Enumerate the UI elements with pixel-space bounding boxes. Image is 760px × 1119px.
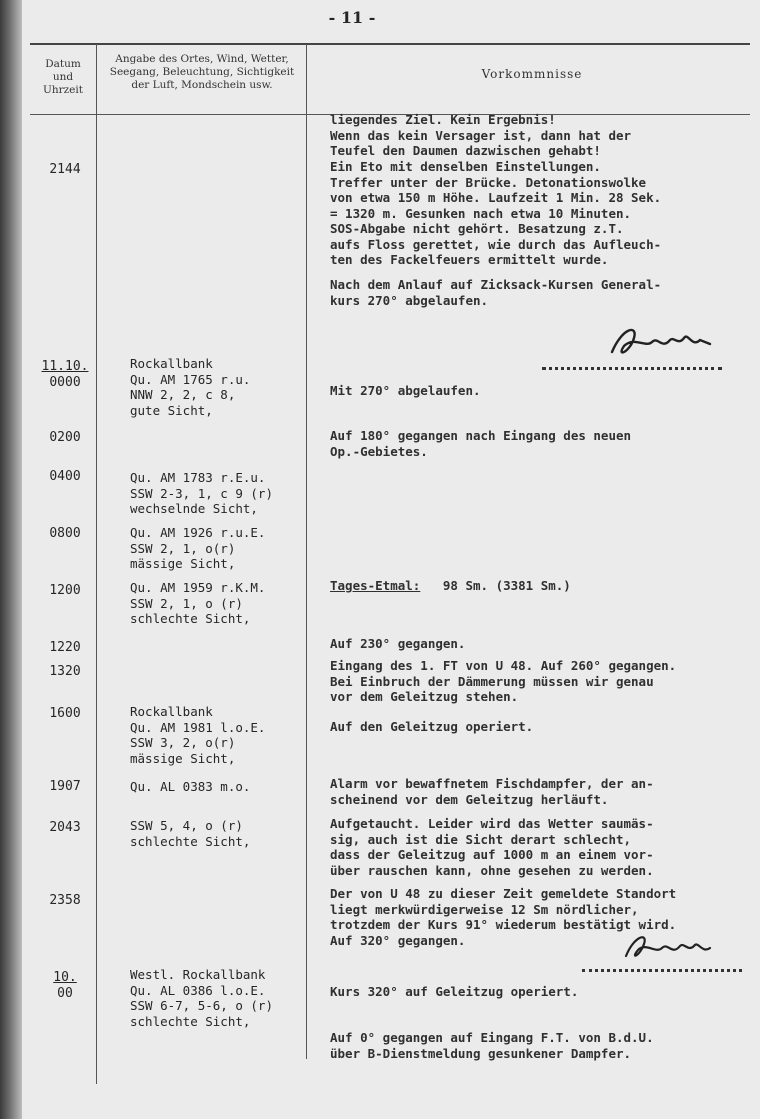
- entry-location: Qu. AM 1959 r.K.M. SSW 2, 1, o (r) schlechte Sicht,: [130, 580, 266, 626]
- entry-text: Auf 180° gegangen nach Eingang des neuen Op.-Gebietes.: [330, 428, 632, 459]
- entry-text: Eingang des 1. FT von U 48. Auf 260° gegangen. Bei Einbruch der Dämmerung müssen wir genau vor dem Geleitzug stehen.: [330, 658, 677, 704]
- entry-text: Mit 270° abgelaufen.: [330, 383, 481, 398]
- entry-time: 1200: [49, 583, 81, 598]
- entry-text: Auf 230° gegangen.: [330, 636, 466, 651]
- commander-signature-2: [582, 926, 752, 972]
- entry-text: Auf den Geleitzug operiert.: [330, 719, 534, 734]
- binding-shadow: [0, 0, 22, 1119]
- entry-time: 0800: [49, 526, 81, 541]
- entry-text: Alarm vor bewaffnetem Fischdampfer, der an- scheinend vor dem Geleitzug herläuft.: [330, 776, 654, 807]
- entry-text: liegendes Ziel. Kein Ergebnis! Wenn das kein Versager ist, dann hat der Teufel den Daumen dazwischen gehabt!: [330, 112, 632, 158]
- entry-location: SSW 5, 4, o (r) schlechte Sicht,: [130, 818, 251, 849]
- signature-scribble: [582, 926, 752, 972]
- entry-time: 0400: [49, 469, 81, 484]
- entry-location: Rockallbank Qu. AM 1981 l.o.E. SSW 3, 2, o(r) mässige Sicht,: [130, 704, 266, 766]
- column-divider-1: [96, 44, 97, 1084]
- header-events: Vorkommnisse: [481, 67, 583, 81]
- entry-date: 10.: [53, 970, 77, 985]
- entry-location: Westl. Rockallbank Qu. AL 0386 l.o.E. SSW 6-7, 5-6, o (r) schlechte Sicht,: [130, 967, 273, 1029]
- column-divider-2: [306, 44, 307, 1059]
- page-number: - 11 -: [328, 8, 376, 27]
- entry-location: Qu. AL 0383 m.o.: [130, 779, 251, 794]
- header-location-weather: Angabe des Ortes, Wind, Wetter, Seegang, Beleuchtung, Sichtigkeit der Luft, Mondschein usw.: [109, 53, 295, 91]
- log-page: [22, 0, 760, 1119]
- entry-time: 2043: [49, 820, 81, 835]
- entry-time: 1220: [49, 640, 81, 655]
- entry-time: 00: [57, 986, 73, 1001]
- entry-text: Kurs 320° auf Geleitzug operiert.: [330, 984, 579, 999]
- entry-text: Der von U 48 zu dieser Zeit gemeldete Standort liegt merkwürdigerweise 12 Sm nördlicher, trotzdem der Kurs 91° wiederum bestätigt wird. Auf 320° gegangen.: [330, 886, 677, 948]
- entry-time: 1600: [49, 706, 81, 721]
- entry-date: 11.10.: [41, 359, 89, 374]
- entry-time: 0000: [49, 375, 81, 390]
- entry-text: Aufgetaucht. Leider wird das Wetter saumäs- sig, auch ist die Sicht derart schlecht, dass der Geleitzug auf 1000 m an einem vor- über rauschen kann, ohne gesehen zu werden.: [330, 816, 654, 878]
- entry-time: 0200: [49, 430, 81, 445]
- header-date-time: Datum und Uhrzeit: [43, 58, 83, 96]
- signature-scribble: [542, 318, 742, 370]
- daily-run-entry: Tages-Etmal: 98 Sm. (3381 Sm.): [330, 578, 571, 593]
- entry-location: Qu. AM 1783 r.E.u. SSW 2-3, 1, c 9 (r) wechselnde Sicht,: [130, 470, 273, 516]
- entry-time: 1320: [49, 664, 81, 679]
- entry-location: Rockallbank Qu. AM 1765 r.u. NNW 2, 2, c 8, gute Sicht,: [130, 356, 251, 418]
- entry-time: 2144: [49, 162, 81, 177]
- entry-text: Ein Eto mit denselben Einstellungen. Treffer unter der Brücke. Detonationswolke von etwa 150 m Höhe. Laufzeit 1 Min. 28 Sek. = 1320 m. Gesunken nach etwa 10 Minuten. SOS-Abgabe nicht gehört. Besatzung z.T. aufs Floss gerettet, wie durch das Aufleuch- ten des Fackelfeuers ermittelt wurde.: [330, 159, 662, 267]
- table-top-rule: [30, 43, 750, 45]
- entry-time: 1907: [49, 779, 81, 794]
- entry-time: 2358: [49, 893, 81, 908]
- entry-location: Qu. AM 1926 r.u.E. SSW 2, 1, o(r) mässige Sicht,: [130, 525, 266, 571]
- entry-text: Auf 0° gegangen auf Eingang F.T. von B.d.U. über B-Dienstmeldung gesunkener Dampfer.: [330, 1030, 654, 1061]
- commander-signature: [542, 318, 742, 370]
- entry-text: Nach dem Anlauf auf Zicksack-Kursen General- kurs 270° abgelaufen.: [330, 277, 662, 308]
